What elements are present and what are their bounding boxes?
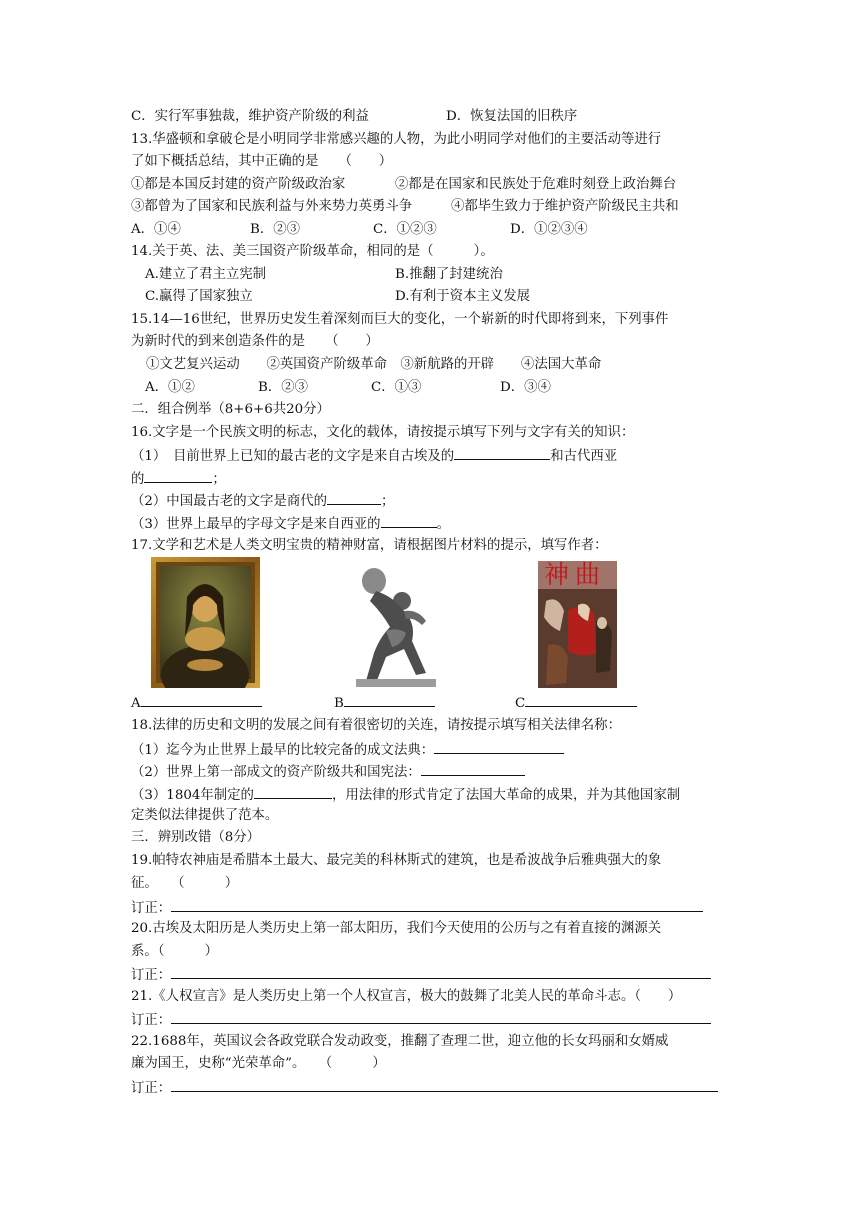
q12-option-d: D．恢复法国的旧秩序 — [446, 109, 578, 124]
q12-option-c: C．实行军事独裁，维护资产阶级的利益 — [131, 109, 369, 124]
q22-line2: 廉为国王，史称“光荣革命”。 （ ） — [131, 1056, 386, 1071]
q22-fix-blank[interactable] — [171, 1076, 718, 1092]
q18-item-3-text-b: ，用法律的形式肯定了法国大革命的成果，并为其他国家制 — [331, 788, 681, 803]
q20-line1: 20.古埃及太阳历是人类历史上第一部太阳历，我们今天使用的公历与之有着直接的渊源关 — [131, 921, 662, 936]
q16-item-1 — [131, 444, 617, 468]
q20-line2: 系。（ ） — [131, 944, 219, 959]
section-2-heading: 二．组合例举（8+6+6共20分） — [131, 402, 330, 417]
q17-answer-c — [515, 691, 637, 714]
q19-line2: 征。 （ ） — [131, 876, 239, 891]
q18-item-3-cont: 定类似法律提供了范本。 — [131, 808, 279, 823]
q22-correction — [131, 1076, 718, 1100]
q15-option-a: A．①② — [145, 380, 195, 395]
q18-stem: 18.法律的历史和文明的发展之间有着很密切的关连，请按提示填写相关法律名称： — [131, 718, 621, 733]
q20-correction — [131, 963, 711, 987]
q22-line1: 22.1688年，英国议会各政党联合发动政变，推翻了查理二世，迎立他的长女玛丽和女婿威 — [131, 1034, 669, 1049]
q16-item-1-cont — [131, 467, 226, 491]
q15-stem-line1: 15.14—16世纪，世界历史发生着深刻而巨大的变化，一个崭新的时代即将到来，下列事件 — [131, 312, 669, 327]
q16-item-2 — [131, 489, 394, 513]
q16-item-2-text-b: ； — [381, 494, 395, 509]
q14-option-d: D.有利于资本主义发展 — [395, 289, 531, 304]
q16-item-1-text-a: （1） 目前世界上已知的最古老的文字是来自古埃及的 — [131, 449, 455, 464]
q13-option-b: B．②③ — [250, 222, 301, 237]
q18-blank-2[interactable] — [421, 760, 525, 776]
q18-item-1 — [131, 738, 564, 762]
q13-statement-2: ②都是在国家和民族处于危难时刻登上政治舞台 — [395, 177, 677, 192]
q18-blank-3[interactable] — [254, 783, 332, 799]
q20-fix-label: 订正： — [131, 968, 172, 983]
q14-stem: 14.关于英、法、美三国资产阶级革命，相同的是（ ）。 — [131, 244, 494, 259]
q13-stem-line2: 了如下概括总结，其中正确的是 （ ） — [131, 154, 393, 169]
book-title: 神曲 — [544, 560, 607, 589]
q17-blank-c[interactable] — [525, 691, 637, 707]
q19-fix-label: 订正： — [131, 901, 172, 916]
q21-fix-blank[interactable] — [171, 1008, 711, 1024]
q21-correction — [131, 1008, 711, 1032]
q16-item-3-text-b: 。 — [436, 517, 450, 532]
q17-stem: 17.文学和艺术是人类文明宝贵的精神财富，请根据图片材料的提示，填写作者： — [131, 538, 608, 553]
q17-label-c: C — [515, 696, 526, 711]
q16-item-1-text-c: 的 — [131, 472, 145, 487]
q21-line1: 21.《人权宣言》是人类历史上第一个人权宣言，极大的鼓舞了北美人民的革命斗志。（ ） — [131, 989, 682, 1004]
q19-correction — [131, 896, 703, 920]
q14-option-c: C.赢得了国家独立 — [145, 289, 253, 304]
q16-blank-4[interactable] — [381, 512, 437, 528]
q18-item-3 — [131, 783, 680, 807]
q16-stem: 16.文字是一个民族文明的标志，文化的载体，请按提示填写下列与文字有关的知识： — [131, 425, 635, 440]
q15-option-d: D．③④ — [500, 380, 551, 395]
q13-statement-4: ④都毕生致力于维护资产阶级民主共和 — [451, 199, 679, 214]
section-3-heading: 三．辨别改错（8分） — [131, 830, 261, 845]
q13-option-d: D．①②③④ — [510, 222, 588, 237]
q16-item-3-text-a: （3）世界上最早的字母文字是来自西亚的 — [131, 517, 381, 532]
mona-lisa-image — [151, 557, 260, 688]
q17-label-b: B — [334, 696, 344, 711]
q22-fix-label: 订正： — [131, 1081, 172, 1096]
q16-item-1-text-b: 和古代西亚 — [550, 449, 618, 464]
q18-item-2-text: （2）世界上第一部成文的资产阶级共和国宪法： — [131, 765, 421, 780]
q16-item-3 — [131, 512, 450, 536]
q13-statement-1: ①都是本国反封建的资产阶级政治家 — [131, 177, 346, 192]
divine-comedy-cover-image — [538, 561, 617, 688]
q15-items: ①文艺复兴运动 ②英国资产阶级革命 ③新航路的开辟 ④法国大革命 — [146, 357, 602, 372]
q15-option-b: B．②③ — [258, 380, 309, 395]
q13-stem-line1: 13.华盛顿和拿破仑是小明同学非常感兴趣的人物，为此小明同学对他们的主要活动等进行 — [131, 132, 662, 147]
q18-item-1-text: （1）迄今为止世界上最早的比较完备的成文法典： — [131, 743, 435, 758]
q13-option-c: C．①②③ — [373, 222, 437, 237]
q14-option-b: B.推翻了封建统治 — [395, 267, 503, 282]
q15-stem-line2: 为新时代的到来创造条件的是 （ ） — [131, 334, 379, 349]
q13-statement-3: ③都曾为了国家和民族利益与外来势力英勇斗争 — [131, 199, 413, 214]
q15-option-c: C．①③ — [371, 380, 422, 395]
q16-item-2-text-a: （2）中国最古老的文字是商代的 — [131, 494, 327, 509]
q17-label-a: A — [131, 696, 141, 711]
q16-blank-3[interactable] — [327, 489, 381, 505]
q18-item-2 — [131, 760, 525, 784]
q13-option-a: A．①④ — [131, 222, 181, 237]
q17-answer-b — [334, 691, 435, 714]
q16-item-1-text-d: ； — [212, 472, 226, 487]
q16-blank-1[interactable] — [454, 444, 550, 460]
q20-fix-blank[interactable] — [171, 963, 711, 979]
q16-blank-2[interactable] — [144, 467, 212, 483]
q18-item-3-text-a: （3）1804年制定的 — [131, 788, 254, 803]
q21-fix-label: 订正： — [131, 1013, 172, 1028]
q17-blank-b[interactable] — [344, 691, 435, 707]
q19-fix-blank[interactable] — [171, 896, 703, 912]
q17-answer-a — [131, 691, 262, 714]
q14-option-a: A.建立了君主立宪制 — [145, 267, 267, 282]
q18-blank-1[interactable] — [434, 738, 564, 754]
q17-blank-a[interactable] — [141, 691, 262, 707]
q19-line1: 19.帕特农神庙是希腊本土最大、最完美的科林斯式的建筑，也是希波战争后雅典强大的象 — [131, 853, 662, 868]
discobolus-image — [346, 561, 450, 688]
